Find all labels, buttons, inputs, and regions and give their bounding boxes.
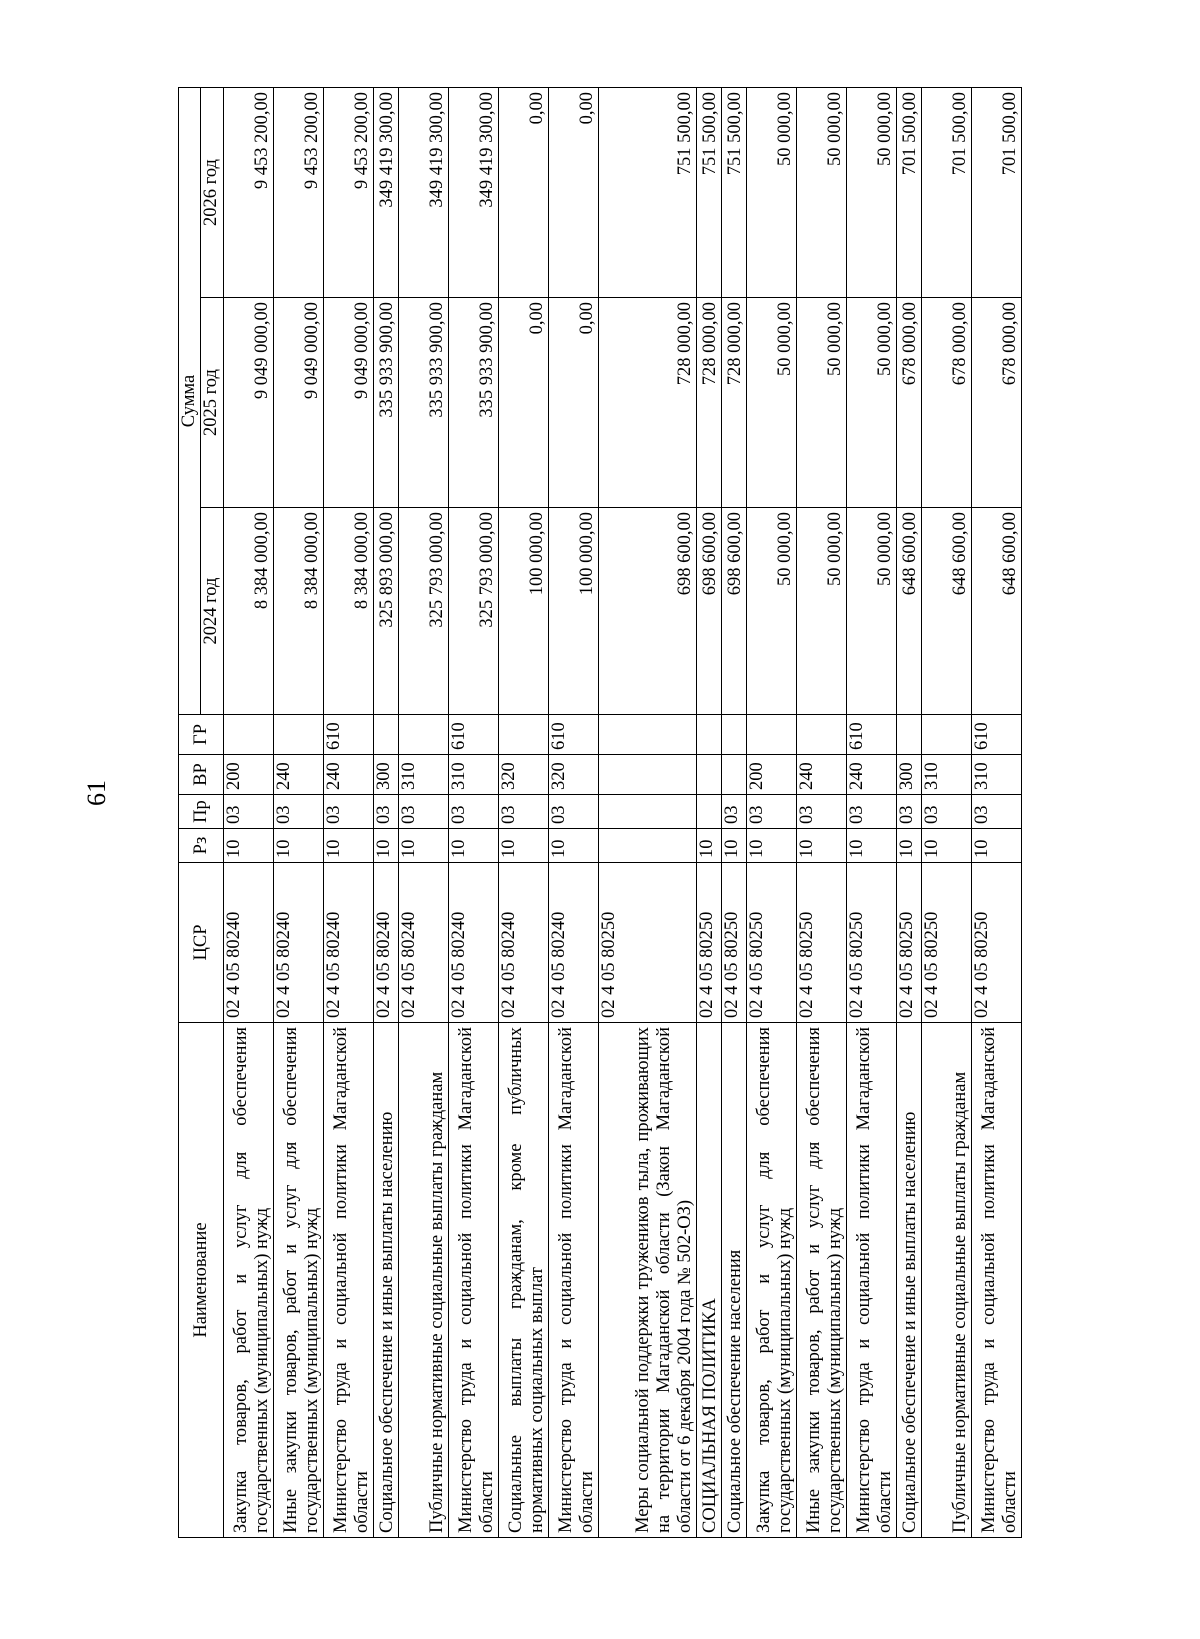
cell-2024: 50 000,00 — [796, 508, 846, 715]
cell-vr: 200 — [223, 755, 273, 795]
cell-2026: 349 419 300,00 — [398, 87, 448, 297]
cell-vr — [696, 755, 721, 795]
cell-csr: 02 4 05 80250 — [846, 863, 896, 1023]
cell-2025: 9 049 000,00 — [223, 298, 273, 508]
cell-2026: 751 500,00 — [696, 87, 721, 297]
cell-csr: 02 4 05 80250 — [971, 863, 1021, 1023]
cell-gr: 610 — [448, 715, 498, 755]
cell-2025: 0,00 — [548, 298, 598, 508]
cell-gr — [598, 715, 696, 755]
cell-name: Публичные нормативные социальные выплаты гражданам — [921, 1023, 971, 1538]
cell-pr: 03 — [721, 795, 746, 829]
cell-2026: 9 453 200,00 — [323, 87, 373, 297]
cell-2025: 678 000,00 — [896, 298, 921, 508]
cell-rz: 10 — [498, 829, 548, 863]
header-vr: ВР — [179, 755, 224, 795]
cell-2025: 728 000,00 — [696, 298, 721, 508]
table-row — [921, 87, 971, 1537]
cell-2024: 8 384 000,00 — [323, 508, 373, 715]
cell-csr: 02 4 05 80240 — [398, 863, 448, 1023]
cell-2024: 648 600,00 — [896, 508, 921, 715]
cell-pr: 03 — [921, 795, 971, 829]
cell-name: Меры социальной поддержки тружеников тыла, проживающих на территории Магаданской области (Закон Магаданской области от 6 декабря 2004 года № 502-ОЗ) — [598, 1023, 696, 1538]
cell-vr: 310 — [921, 755, 971, 795]
cell-2026: 9 453 200,00 — [273, 87, 323, 297]
cell-vr: 310 — [398, 755, 448, 795]
cell-2024: 8 384 000,00 — [273, 508, 323, 715]
cell-csr: 02 4 05 80240 — [323, 863, 373, 1023]
cell-pr: 03 — [273, 795, 323, 829]
table-row — [273, 87, 323, 1537]
table-row — [448, 87, 498, 1537]
cell-name: Министерство труда и социальной политики Магаданской области — [846, 1023, 896, 1538]
cell-rz: 10 — [273, 829, 323, 863]
cell-gr — [921, 715, 971, 755]
table-row — [548, 87, 598, 1537]
cell-2025: 335 933 900,00 — [448, 298, 498, 508]
cell-gr — [696, 715, 721, 755]
cell-name: Иные закупки товаров, работ и услуг для обеспечения государственных (муниципальных) нужд — [796, 1023, 846, 1538]
cell-gr — [223, 715, 273, 755]
cell-2024: 698 600,00 — [721, 508, 746, 715]
cell-2026: 349 419 300,00 — [373, 87, 398, 297]
cell-2024: 8 384 000,00 — [223, 508, 273, 715]
cell-gr — [796, 715, 846, 755]
header-rz: Рз — [179, 829, 224, 863]
cell-2024: 698 600,00 — [598, 508, 696, 715]
table-row — [498, 87, 548, 1537]
cell-2024: 100 000,00 — [498, 508, 548, 715]
cell-2024: 648 600,00 — [971, 508, 1021, 715]
cell-vr: 240 — [273, 755, 323, 795]
cell-pr: 03 — [223, 795, 273, 829]
cell-vr: 320 — [548, 755, 598, 795]
cell-rz: 10 — [796, 829, 846, 863]
cell-2024: 50 000,00 — [846, 508, 896, 715]
header-pr: Пр — [179, 795, 224, 829]
table-row — [323, 87, 373, 1537]
cell-name: Министерство труда и социальной политики Магаданской области — [548, 1023, 598, 1538]
cell-2024: 325 793 000,00 — [398, 508, 448, 715]
cell-name: Министерство труда и социальной политики Магаданской области — [323, 1023, 373, 1538]
cell-rz: 10 — [223, 829, 273, 863]
cell-2026: 701 500,00 — [971, 87, 1021, 297]
cell-vr: 300 — [373, 755, 398, 795]
cell-pr: 03 — [398, 795, 448, 829]
cell-csr: 02 4 05 80250 — [921, 863, 971, 1023]
cell-vr — [598, 755, 696, 795]
cell-2024: 698 600,00 — [696, 508, 721, 715]
cell-vr — [721, 755, 746, 795]
cell-vr: 240 — [846, 755, 896, 795]
cell-gr: 610 — [971, 715, 1021, 755]
cell-csr: 02 4 05 80240 — [273, 863, 323, 1023]
table-row — [696, 87, 721, 1537]
cell-rz: 10 — [548, 829, 598, 863]
cell-pr: 03 — [971, 795, 1021, 829]
cell-pr — [598, 795, 696, 829]
cell-csr: 02 4 05 80240 — [448, 863, 498, 1023]
cell-rz: 10 — [921, 829, 971, 863]
cell-2025: 9 049 000,00 — [323, 298, 373, 508]
page-number: 61 — [82, 780, 111, 806]
cell-vr: 200 — [746, 755, 796, 795]
header-csr: ЦСР — [179, 863, 224, 1023]
cell-2025: 335 933 900,00 — [373, 298, 398, 508]
cell-vr: 310 — [448, 755, 498, 795]
cell-2025: 50 000,00 — [796, 298, 846, 508]
header-sum: Сумма — [179, 87, 201, 714]
header-year-2024: 2024 год — [200, 508, 223, 715]
cell-pr: 03 — [896, 795, 921, 829]
cell-csr: 02 4 05 80250 — [796, 863, 846, 1023]
table-row — [846, 87, 896, 1537]
cell-rz: 10 — [323, 829, 373, 863]
cell-2025: 678 000,00 — [921, 298, 971, 508]
table-header — [179, 87, 224, 1537]
cell-gr: 610 — [846, 715, 896, 755]
cell-2024: 50 000,00 — [746, 508, 796, 715]
table-row — [721, 87, 746, 1537]
cell-2024: 325 893 000,00 — [373, 508, 398, 715]
cell-csr: 02 4 05 80250 — [746, 863, 796, 1023]
cell-name: Закупка товаров, работ и услуг для обеспечения государственных (муниципальных) нужд — [223, 1023, 273, 1538]
cell-2024: 325 793 000,00 — [448, 508, 498, 715]
cell-name: Иные закупки товаров, работ и услуг для обеспечения государственных (муниципальных) нужд — [273, 1023, 323, 1538]
cell-2025: 0,00 — [498, 298, 548, 508]
table-row — [373, 87, 398, 1537]
cell-name: Социальные выплаты гражданам, кроме публичных нормативных социальных выплат — [498, 1023, 548, 1538]
cell-2025: 50 000,00 — [746, 298, 796, 508]
cell-2026: 751 500,00 — [721, 87, 746, 297]
cell-vr: 300 — [896, 755, 921, 795]
cell-rz: 10 — [971, 829, 1021, 863]
cell-csr: 02 4 05 80240 — [498, 863, 548, 1023]
table-row — [598, 87, 696, 1537]
cell-2026: 50 000,00 — [746, 87, 796, 297]
cell-vr: 240 — [796, 755, 846, 795]
cell-csr: 02 4 05 80250 — [598, 863, 696, 1023]
cell-pr: 03 — [498, 795, 548, 829]
cell-rz: 10 — [696, 829, 721, 863]
header-year-2026: 2026 год — [200, 87, 223, 297]
cell-2026: 50 000,00 — [796, 87, 846, 297]
cell-gr — [721, 715, 746, 755]
cell-2024: 648 600,00 — [921, 508, 971, 715]
cell-rz: 10 — [398, 829, 448, 863]
cell-gr — [498, 715, 548, 755]
cell-csr: 02 4 05 80240 — [548, 863, 598, 1023]
cell-gr — [373, 715, 398, 755]
cell-2026: 50 000,00 — [846, 87, 896, 297]
cell-name: Закупка товаров, работ и услуг для обеспечения государственных (муниципальных) нужд — [746, 1023, 796, 1538]
cell-pr — [696, 795, 721, 829]
cell-2026: 701 500,00 — [921, 87, 971, 297]
cell-csr: 02 4 05 80240 — [373, 863, 398, 1023]
cell-2026: 701 500,00 — [896, 87, 921, 297]
rotated-table-container — [178, 88, 1088, 1538]
cell-2025: 728 000,00 — [721, 298, 746, 508]
header-gr: ГР — [179, 715, 224, 755]
cell-rz: 10 — [846, 829, 896, 863]
cell-name: Социальное обеспечение населения — [721, 1023, 746, 1538]
cell-gr — [398, 715, 448, 755]
cell-name: Министерство труда и социальной политики Магаданской области — [448, 1023, 498, 1538]
cell-rz: 10 — [896, 829, 921, 863]
table-row — [796, 87, 846, 1537]
cell-csr: 02 4 05 80240 — [223, 863, 273, 1023]
table-body — [223, 87, 1021, 1537]
header-name: Наименование — [179, 1023, 224, 1538]
header-year-2025: 2025 год — [200, 298, 223, 508]
cell-2024: 100 000,00 — [548, 508, 598, 715]
cell-pr: 03 — [746, 795, 796, 829]
table-row — [398, 87, 448, 1537]
cell-csr: 02 4 05 80250 — [721, 863, 746, 1023]
cell-pr: 03 — [448, 795, 498, 829]
cell-name: Публичные нормативные социальные выплаты гражданам — [398, 1023, 448, 1538]
cell-csr: 02 4 05 80250 — [696, 863, 721, 1023]
cell-rz: 10 — [373, 829, 398, 863]
cell-2025: 9 049 000,00 — [273, 298, 323, 508]
cell-2025: 50 000,00 — [846, 298, 896, 508]
cell-vr: 310 — [971, 755, 1021, 795]
cell-2026: 0,00 — [498, 87, 548, 297]
cell-pr: 03 — [846, 795, 896, 829]
table-row — [746, 87, 796, 1537]
cell-rz: 10 — [448, 829, 498, 863]
cell-pr: 03 — [796, 795, 846, 829]
cell-2026: 0,00 — [548, 87, 598, 297]
cell-2026: 751 500,00 — [598, 87, 696, 297]
cell-csr: 02 4 05 80250 — [896, 863, 921, 1023]
cell-pr: 03 — [548, 795, 598, 829]
cell-name: Социальное обеспечение и иные выплаты населению — [896, 1023, 921, 1538]
cell-2025: 678 000,00 — [971, 298, 1021, 508]
budget-table — [178, 87, 1022, 1538]
cell-pr: 03 — [323, 795, 373, 829]
cell-gr — [273, 715, 323, 755]
cell-gr: 610 — [323, 715, 373, 755]
cell-rz — [598, 829, 696, 863]
table-row — [971, 87, 1021, 1537]
cell-rz: 10 — [721, 829, 746, 863]
cell-name: Министерство труда и социальной политики Магаданской области — [971, 1023, 1021, 1538]
cell-2026: 349 419 300,00 — [448, 87, 498, 297]
cell-rz: 10 — [746, 829, 796, 863]
cell-gr — [746, 715, 796, 755]
cell-2025: 728 000,00 — [598, 298, 696, 508]
cell-vr: 320 — [498, 755, 548, 795]
cell-2026: 9 453 200,00 — [223, 87, 273, 297]
table-row — [896, 87, 921, 1537]
cell-gr — [896, 715, 921, 755]
cell-name: Социальное обеспечение и иные выплаты населению — [373, 1023, 398, 1538]
cell-name: СОЦИАЛЬНАЯ ПОЛИТИКА — [696, 1023, 721, 1538]
cell-2025: 335 933 900,00 — [398, 298, 448, 508]
table-row — [223, 87, 273, 1537]
cell-pr: 03 — [373, 795, 398, 829]
cell-vr: 240 — [323, 755, 373, 795]
cell-gr: 610 — [548, 715, 598, 755]
